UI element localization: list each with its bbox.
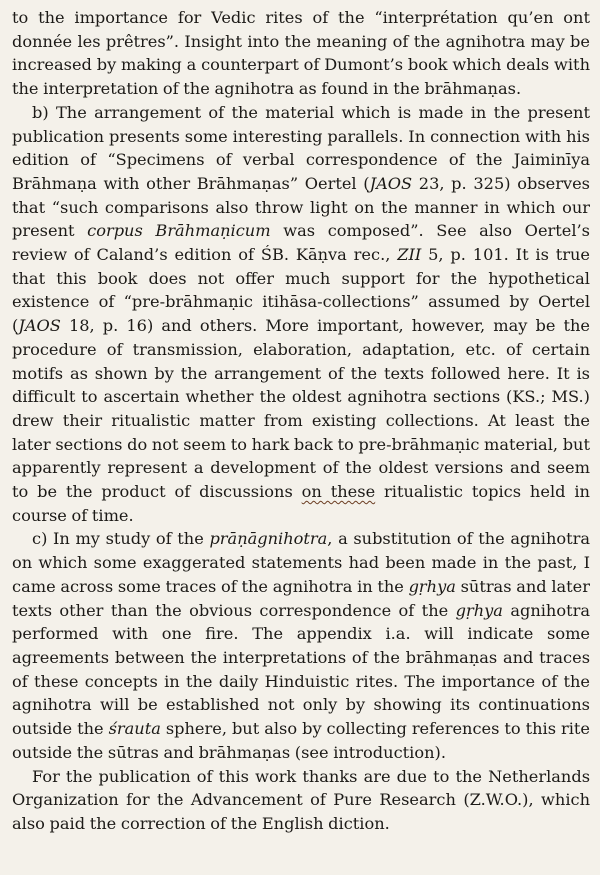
- paragraph-pranagnihotra-c: [12, 527, 590, 764]
- text-run: For the publication of this work thanks are due to the Netherlands Organization for the Advancement of Pure Research (Z.W.O.), which also paid the correction of the English diction.: [12, 766, 590, 833]
- underlined-text: on these: [301, 482, 376, 502]
- italic-term: prāṇāgnihotra: [209, 529, 328, 549]
- paragraph-acknowledgement: [12, 765, 590, 836]
- paragraph-vedic-rites: [12, 6, 590, 101]
- italic-term: ZII: [397, 245, 422, 265]
- text-run: agnihotra performed with one fire. The appendix i.a. will indicate some agreements between the interpretations of the brāhmaṇas and traces of these concepts in the daily Hinduistic rites. The importance of the agnihotra will be established not only by showing its continuations outside the: [12, 600, 590, 739]
- text-run: 23, p. 325) observes that “such comparisons also throw light on the manner in which our present: [12, 173, 590, 241]
- text-run: 18, p. 16) and others. More important, however, may be the procedure of transmission, elaboration, adaptation, etc. of certain motifs as shown by the arrangement of the texts followed here. It is difficult to ascertain whether the oldest agnihotra sections (KS.; MS.) drew their ritualistic matter from existing collections. At least the later sections do not seem to hark back to pre-brāhmaṇic material, but apparently represent a development of the oldest versions and seem to be the product of discussions: [12, 316, 590, 502]
- text-run: 5, p. 101. It is true that this book does not offer much support for the hypothetical existence of “pre-brāhmaṇic itihāsa-collections” assumed by Oertel (: [12, 245, 591, 336]
- paragraph-arrangement-b: [12, 101, 590, 528]
- italic-term: corpus Brāhmaṇicum: [87, 221, 271, 241]
- italic-term: JAOS: [18, 316, 61, 336]
- italic-term: śrauta: [108, 719, 161, 739]
- text-run: ritualistic topics held in course of time.: [12, 482, 590, 525]
- text-run: , a substitution of the agnihotra on which some exaggerated statements had been made in the past, I came across some traces of the agnihotra in the: [12, 529, 591, 596]
- italic-term: gṛhya: [408, 576, 456, 596]
- text-run: c) In my study of the: [32, 529, 210, 549]
- italic-term: JAOS: [369, 173, 413, 193]
- text-run: was composed”. See also Oertel’s review of Caland’s edition of ŚB. Kāṇva rec.,: [12, 221, 590, 265]
- italic-term: gṛhya: [455, 600, 503, 620]
- text-run: to the importance for Vedic rites of the “interprétation qu’en ont donnée les prêtres”. Insight into the meaning of the agnihotra may be increased by making a counterpart of Dumont’s book which deals with the interpretation of the agnihotra as found in the brāhmaṇas.: [12, 8, 590, 99]
- text-run: sūtras and later texts other than the obvious correspondence of the: [12, 576, 590, 620]
- text-run: sphere, but also by collecting references to this rite outside the sūtras and brāhmaṇas (see introduction).: [12, 719, 590, 762]
- text-run: b) The arrangement of the material which is made in the present publication presents some interesting parallels. In connection with his edition of “Specimens of verbal correspondence of the Jaiminīya Brāhmaṇa with other Brāhmaṇas” Oertel (: [12, 102, 590, 193]
